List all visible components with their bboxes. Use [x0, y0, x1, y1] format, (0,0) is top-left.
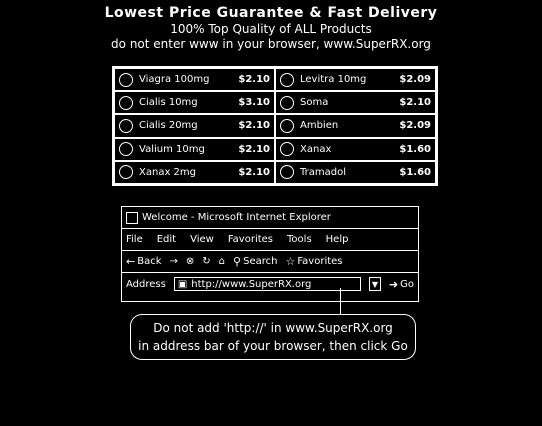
pill-icon [280, 165, 294, 179]
product-name: Cialis 10mg [139, 97, 198, 109]
address-label: Address [126, 278, 166, 290]
product-price: $2.10 [238, 74, 270, 86]
pill-icon [119, 119, 133, 133]
stop-button[interactable]: ⊗ [185, 256, 195, 267]
menu-edit[interactable]: Edit [156, 234, 177, 245]
headline: Lowest Price Guarantee & Fast Delivery [104, 5, 438, 21]
product-price: $3.10 [238, 97, 270, 109]
table-cell [114, 161, 275, 184]
url-instruction: do not enter www in your browser, www.SuperRX.org [111, 37, 431, 51]
instruction-line-1: Do not add 'http://' in www.SuperRX.org [153, 321, 393, 335]
favorites-button[interactable]: ☆ Favorites [285, 255, 343, 268]
product-price: $2.09 [399, 74, 431, 86]
pill-icon [280, 73, 294, 87]
address-input[interactable] [174, 277, 361, 291]
instruction-callout [130, 314, 416, 360]
product-name: Soma [300, 97, 329, 109]
product-name: Levitra 10mg [300, 74, 367, 86]
pill-icon [119, 96, 133, 110]
toolbar [122, 251, 418, 273]
address-value: http://www.SuperRX.org [191, 278, 312, 290]
price-table [112, 66, 438, 186]
pill-icon [280, 96, 294, 110]
pill-icon [119, 165, 133, 179]
table-cell [275, 114, 436, 137]
product-price: $1.60 [399, 143, 431, 155]
address-bar [122, 273, 418, 295]
menu-favorites[interactable]: Favorites [227, 234, 274, 245]
title-bar [122, 207, 418, 229]
table-cell [275, 138, 436, 161]
menu-help[interactable]: Help [325, 234, 349, 245]
table-cell [275, 68, 436, 91]
table-cell [114, 114, 275, 137]
product-name: Xanax 2mg [139, 166, 196, 178]
search-icon: ⚲ [233, 255, 242, 268]
callout-pointer [340, 288, 341, 314]
product-name: Tramadol [300, 166, 346, 178]
menu-view[interactable]: View [190, 234, 214, 245]
product-price: $2.10 [238, 143, 270, 155]
instruction-line-2: in address bar of your browser, then click Go [138, 339, 408, 353]
table-cell [114, 68, 275, 91]
ie-icon [126, 212, 138, 224]
go-button[interactable]: ➜ Go [388, 277, 414, 291]
table-cell [114, 91, 275, 114]
page-icon: ▣ [177, 278, 188, 290]
product-price: $2.09 [399, 120, 431, 132]
table-cell [275, 91, 436, 114]
back-arrow-icon: ← [126, 255, 136, 268]
home-button[interactable]: ⌂ [218, 256, 226, 267]
forward-button[interactable]: → [169, 256, 178, 267]
search-button[interactable]: ⚲ Search [233, 255, 278, 268]
product-price: $2.10 [238, 166, 270, 178]
go-arrow-icon: ➜ [388, 277, 399, 291]
product-price: $1.60 [399, 166, 431, 178]
product-name: Xanax [300, 143, 332, 155]
product-price: $2.10 [238, 120, 270, 132]
subheadline: 100% Top Quality of ALL Products [170, 22, 372, 36]
back-button[interactable]: ← Back [126, 255, 162, 268]
product-price: $2.10 [399, 97, 431, 109]
pill-icon [280, 142, 294, 156]
star-icon: ☆ [285, 255, 296, 268]
menu-file[interactable]: File [126, 234, 143, 245]
promo-header [0, 4, 542, 52]
table-cell [114, 138, 275, 161]
table-cell [275, 161, 436, 184]
menu-bar [122, 229, 418, 251]
window-title: Welcome - Microsoft Internet Explorer [142, 212, 331, 223]
product-name: Valium 10mg [139, 143, 205, 155]
pill-icon [280, 119, 294, 133]
address-dropdown[interactable]: ▼ [369, 277, 381, 291]
pill-icon [119, 73, 133, 87]
browser-window [121, 206, 419, 302]
product-name: Ambien [300, 120, 339, 132]
menu-tools[interactable]: Tools [287, 234, 312, 245]
product-name: Cialis 20mg [139, 120, 198, 132]
refresh-button[interactable]: ↻ [202, 256, 211, 267]
pill-icon [119, 142, 133, 156]
product-name: Viagra 100mg [139, 74, 210, 86]
